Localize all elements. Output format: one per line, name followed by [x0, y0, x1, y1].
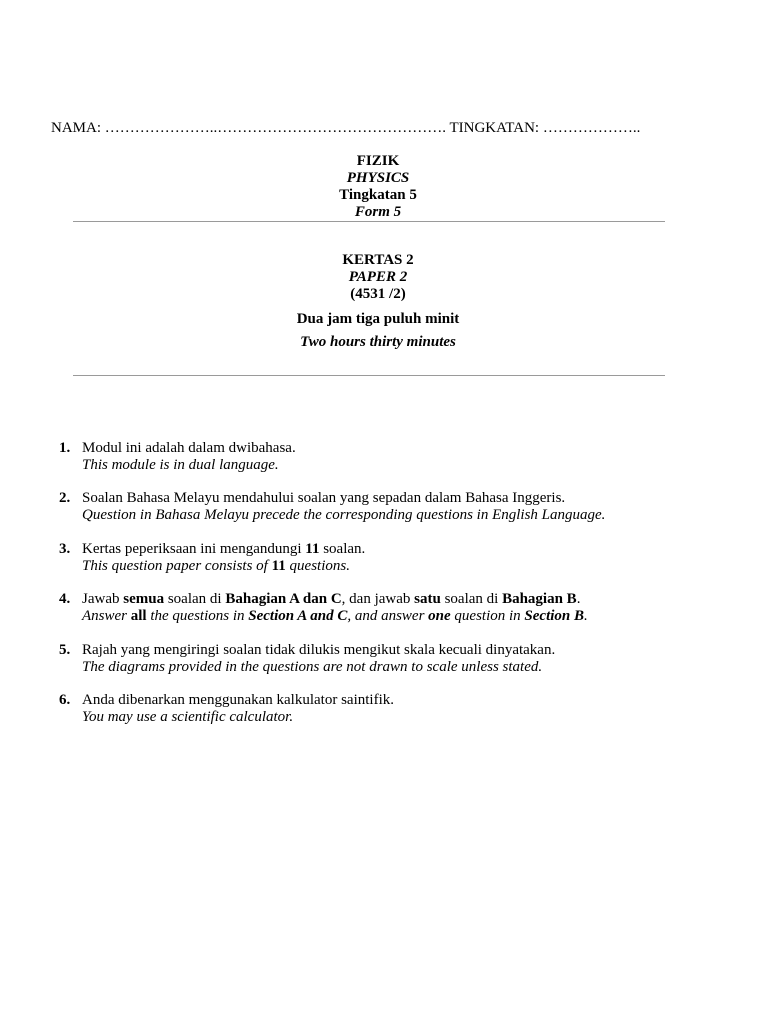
form-label-english: Form 5 [354, 204, 402, 220]
instruction-text-english: You may use a scientific calculator. [82, 709, 294, 725]
bottom-divider [73, 375, 665, 376]
instruction-text-english: This question paper consists of 11 questions. [82, 558, 350, 574]
paper-code: (4531 /2) [350, 286, 406, 302]
paper-label-malay: KERTAS 2 [342, 252, 414, 268]
form-label-malay: Tingkatan 5 [339, 187, 417, 203]
instruction-text-english: The diagrams provided in the questions are not drawn to scale unless stated. [82, 659, 543, 675]
instruction-number: 3. [59, 541, 71, 557]
subject-title-malay: FIZIK [356, 153, 400, 169]
instruction-number: 4. [59, 591, 71, 607]
instruction-text-malay: Jawab semua soalan di Bahagian A dan C, dan jawab satu soalan di Bahagian B. [82, 591, 581, 607]
instruction-text-malay: Modul ini adalah dalam dwibahasa. [82, 440, 296, 456]
instruction-text-malay: Rajah yang mengiringi soalan tidak dilukis mengikut skala kecuali dinyatakan. [82, 642, 556, 658]
instruction-text-malay: Soalan Bahasa Melayu mendahului soalan yang sepadan dalam Bahasa Inggeris. [82, 490, 566, 506]
instruction-number: 1. [59, 440, 71, 456]
instruction-text-english: Answer all the questions in Section A and C, and answer one question in Section B. [82, 608, 588, 624]
instruction-number: 6. [59, 692, 71, 708]
instruction-number: 2. [59, 490, 71, 506]
instruction-number: 5. [59, 642, 71, 658]
paper-label-english: PAPER 2 [348, 269, 408, 285]
duration-english: Two hours thirty minutes [300, 334, 456, 350]
duration-malay: Dua jam tiga puluh minit [296, 311, 460, 327]
instruction-text-english: Question in Bahasa Melayu precede the corresponding questions in English Language. [82, 507, 606, 523]
name-form-line: NAMA: …………………..………………………………………. TINGKATAN: ……………….. [51, 120, 641, 136]
subject-title-english: PHYSICS [346, 170, 410, 186]
instruction-text-malay: Anda dibenarkan menggunakan kalkulator saintifik. [82, 692, 394, 708]
instruction-text-english: This module is in dual language. [82, 457, 279, 473]
instruction-text-malay: Kertas peperiksaan ini mengandungi 11 soalan. [82, 541, 366, 557]
top-divider [73, 221, 665, 222]
